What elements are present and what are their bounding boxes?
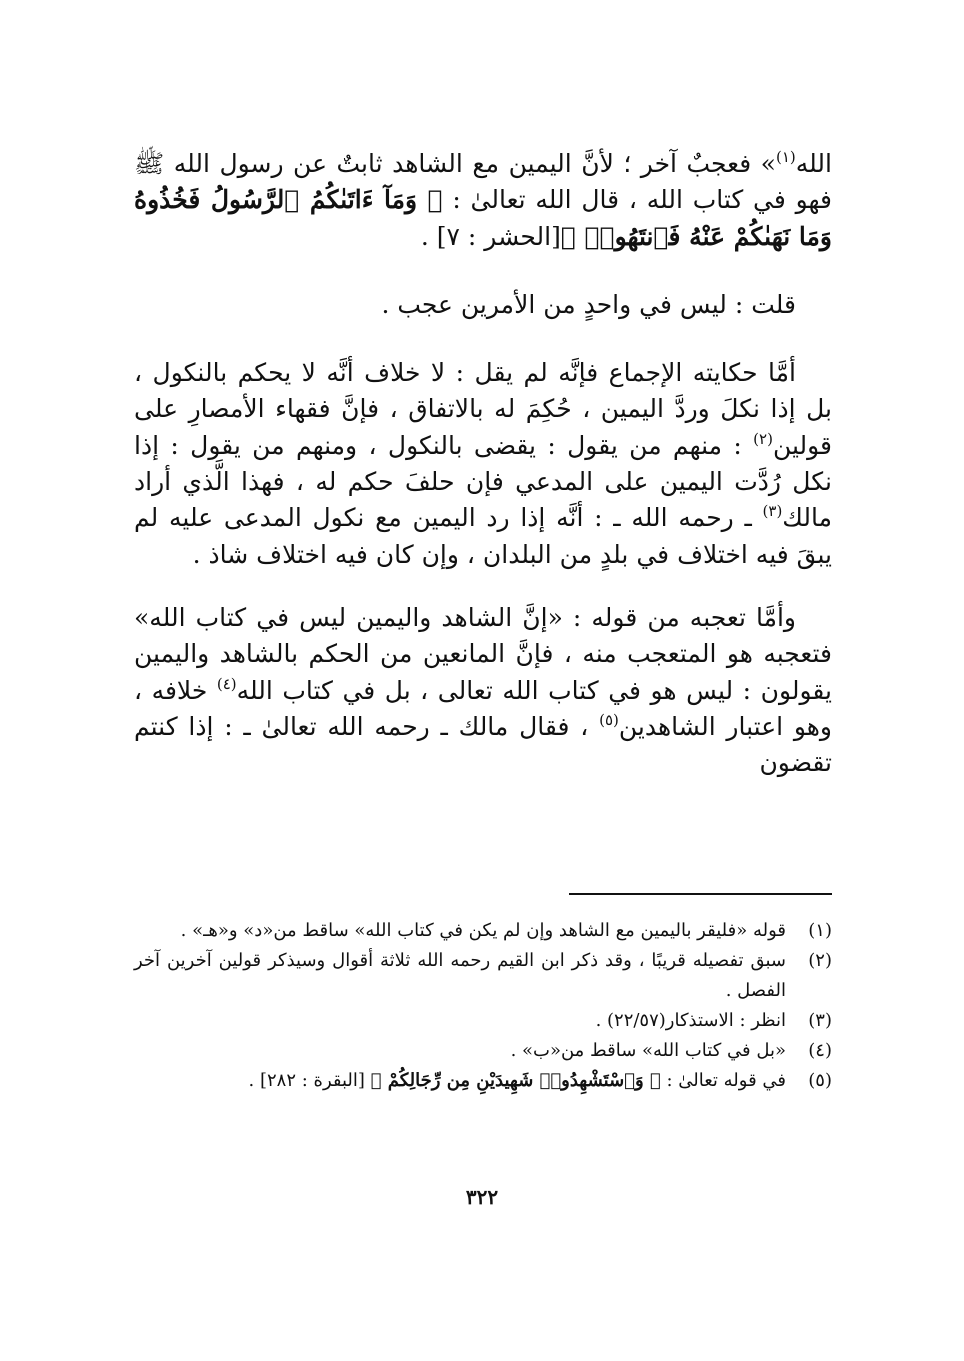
text-segment: أمَّا حكايته الإجماع فإنَّه لم يقل : لا خلاف أنَّه لا يحكم بالنكول ، بل إذا نكلَ وردَّ اليمين ، حُكِمَ له بالاتفاق ، فإنَّ فقهاء الأمصارِ على قولين xyxy=(134,358,832,460)
footnote-text xyxy=(134,1036,786,1066)
footnote-number: (٢) xyxy=(808,950,832,971)
text-segment: في قوله تعالىٰ : xyxy=(660,1070,786,1091)
footnote-text xyxy=(134,1006,786,1036)
main-text xyxy=(134,146,832,781)
text-segment: الله xyxy=(795,149,832,178)
footnote-text xyxy=(134,946,786,1006)
paragraph xyxy=(134,600,832,781)
footnote xyxy=(134,946,832,1006)
text-segment: [البقرة : ٢٨٢] . xyxy=(248,1070,371,1091)
paragraph xyxy=(134,287,832,323)
text-segment: : منهم من يقول : يقضى بالنكول ، ومنهم من يقول : إذا نكل رُدَّت اليمين على المدعي فإن حلفَ حكم له ، فهذا الَّذي أراد مالك xyxy=(134,430,832,533)
paragraph xyxy=(134,355,832,573)
footnote-number: (٣) xyxy=(808,1010,832,1031)
footnote-marker: (٥) xyxy=(599,710,619,729)
text-segment: قلت : ليس في واحدٍ من الأمرين عجب . xyxy=(381,289,796,319)
text-segment: ، فقال مالك ـ رحمه الله تعالىٰ ـ : إذا كنتم تقضون xyxy=(134,711,832,778)
footnote-marker: (٢) xyxy=(753,429,773,448)
footnote xyxy=(134,1006,832,1036)
footnote-marker: (٤) xyxy=(216,674,237,693)
text-segment: [الحشر : ٧] . xyxy=(420,221,561,251)
text-segment: «بل في كتاب الله» ساقط من«ب» . xyxy=(510,1040,786,1061)
footnote-number: (٥) xyxy=(808,1070,832,1091)
text-segment: » فعجبٌ آخر ؛ لأنَّ اليمين مع الشاهد ثابتٌ عن رسول الله ﷺ فهو في كتاب الله ، قال الله تعالىٰ : xyxy=(134,149,832,215)
footnote-marker: (١) xyxy=(775,148,796,166)
text-segment: سبق تفصيله قريبًا ، وقد ذكر ابن القيم رحمه الله ثلاثة أقوال وسيذكر قولين آخرين آخر الفصل . xyxy=(134,950,786,1001)
footnote-separator xyxy=(569,893,832,895)
footnotes xyxy=(134,916,832,1096)
text-segment: انظر : الاستذكار(٢٢/٥٧) . xyxy=(595,1010,786,1031)
footnote-number: (١) xyxy=(808,920,832,941)
footnote-marker: (٣) xyxy=(762,502,783,521)
footnote xyxy=(134,916,832,946)
text-segment: وأمَّا تعجبه من قوله : «إنَّ الشاهد واليمين ليس في كتاب الله» فتعجبه هو المتعجب منه ، فإنَّ المانعين من الحكم بالشاهد واليمين يقولون : ليس هو في كتاب الله تعالى ، بل في كتاب الله xyxy=(134,602,833,705)
quran-verse: ﴿ وَٱسْتَشْهِدُوا۟ شَهِيدَيْنِ مِن رِّجَالِكُمْ ﴾ xyxy=(370,1070,661,1091)
footnote-text xyxy=(134,916,786,946)
footnote-number: (٤) xyxy=(808,1040,832,1061)
footnote xyxy=(134,1066,832,1096)
paragraph xyxy=(134,146,832,255)
footnote-text xyxy=(134,1066,786,1096)
page-number: ٣٢٢ xyxy=(465,1185,499,1209)
quran-verse: ﴿ وَمَآ ءَاتَىٰكُمُ ٱلرَّسُولُ فَخُذُوهُ وَمَا نَهَىٰكُمْ عَنْهُ فَٱنتَهُوا۟ ﴾ xyxy=(134,185,832,251)
text-segment: خلافه ، وهو اعتبار الشاهدين xyxy=(134,675,833,741)
text-segment: قوله «فليقر باليمين مع الشاهد وإن لم يكن في كتاب الله» ساقط من«د» و«هـ» . xyxy=(180,920,786,941)
footnote xyxy=(134,1036,832,1066)
text-segment: ـ رحمه الله ـ : أنَّه إذا رد اليمين مع نكول المدعى عليه لم يبقَ فيه اختلاف في بلدٍ من البلدان ، وإن كان فيه اختلاف شاذ . xyxy=(134,503,832,569)
